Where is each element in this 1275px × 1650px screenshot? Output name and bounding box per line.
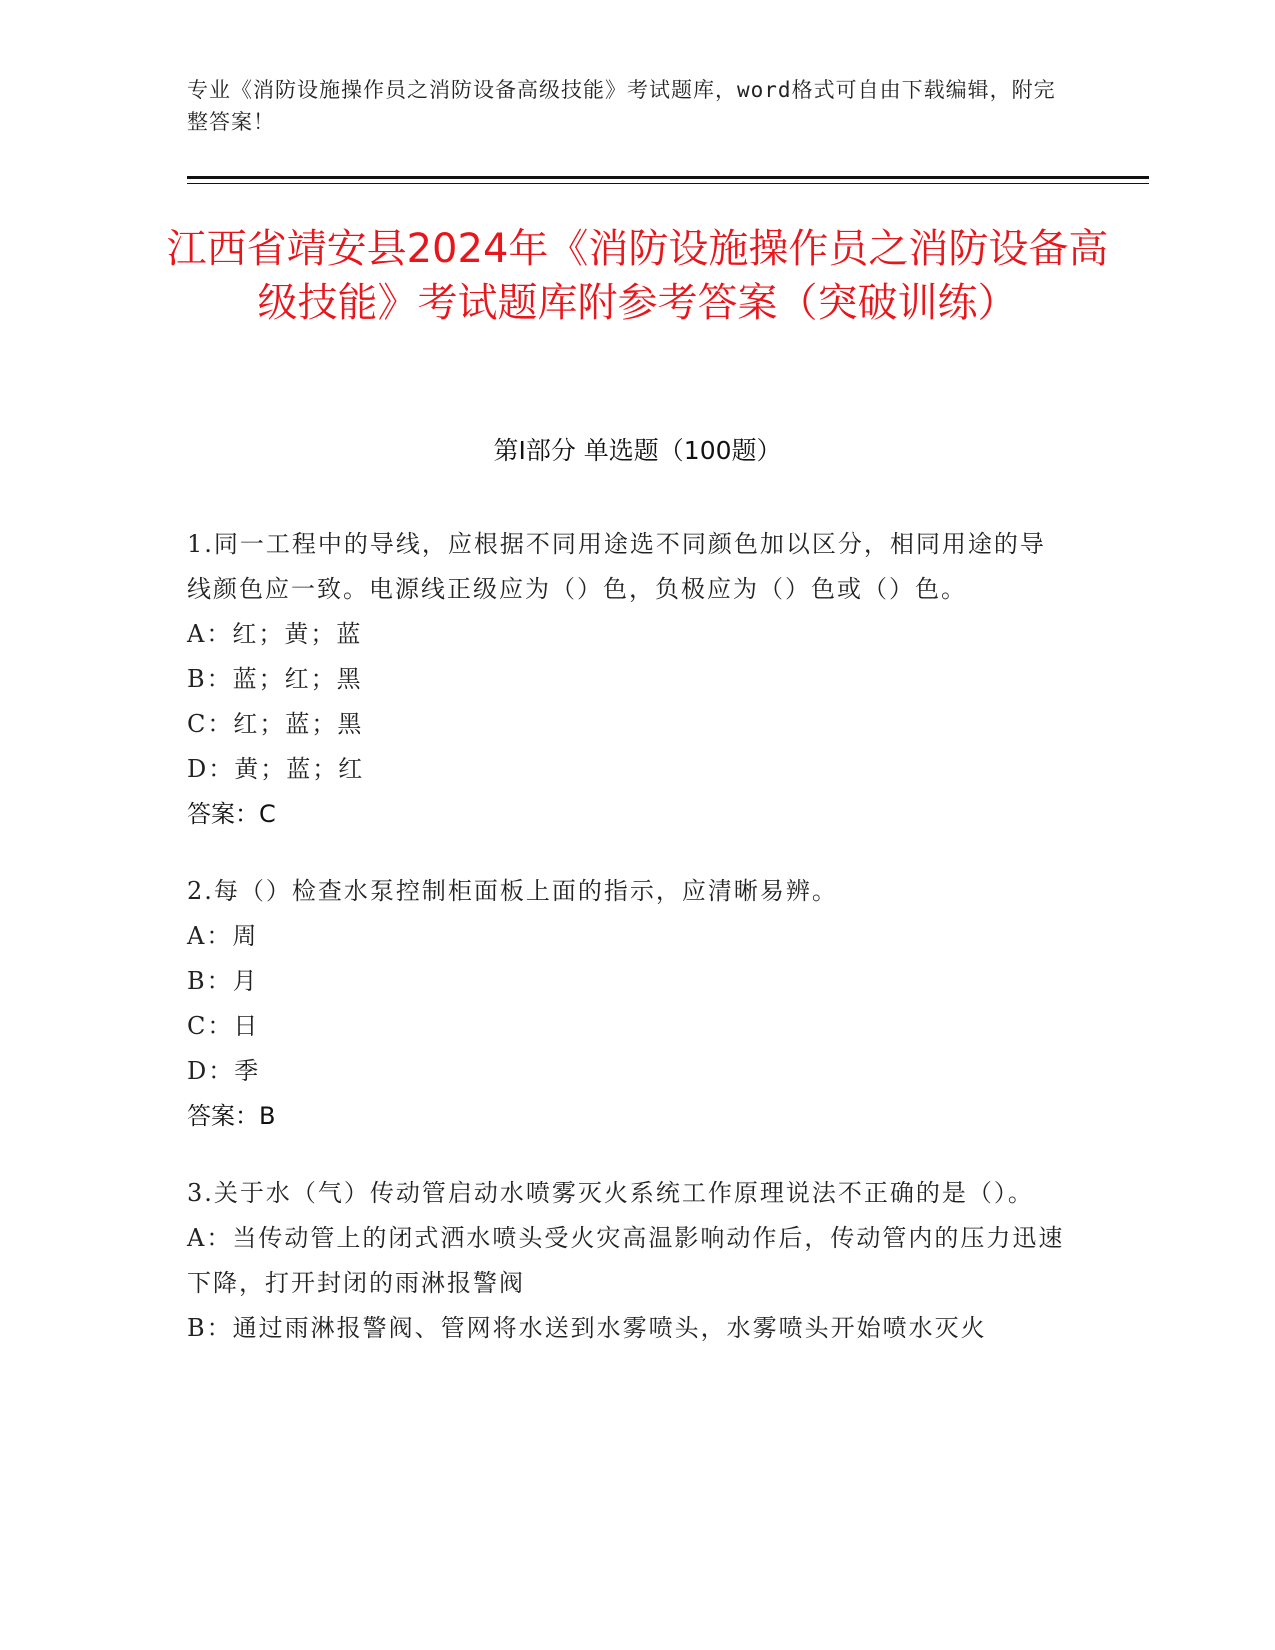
question-2 [187, 869, 1067, 1139]
question-stem: 1.同一工程中的导线，应根据不同用途选不同颜色加以区分，相同用途的导线颜色应一致。电源线正级应为（）色，负极应为（）色或（）色。 [187, 530, 1046, 603]
header-divider-thin [187, 183, 1149, 184]
option-b: B：通过雨淋报警阀、管网将水送到水雾喷头，水雾喷头开始喷水灭火 [187, 1314, 987, 1342]
section-heading: 第I部分 单选题（100题） [493, 436, 782, 465]
option-d: D：季 [187, 1057, 261, 1085]
document-title: 江西省靖安县2024年《消防设施操作员之消防设备高级技能》考试题库附参考答案（突破训练） [166, 226, 1109, 326]
answer: 答案：B [187, 1102, 276, 1130]
question-stem: 2.每（）检查水泵控制柜面板上面的指示，应清晰易辨。 [187, 877, 838, 905]
header-divider-thick [187, 176, 1149, 179]
option-d: D：黄；蓝；红 [187, 755, 365, 783]
option-c: C：红；蓝；黑 [187, 710, 364, 738]
option-a: A：红；黄；蓝 [187, 620, 363, 648]
option-b: B：月 [187, 967, 259, 995]
option-a: A：周 [187, 922, 259, 950]
option-b: B：蓝；红；黑 [187, 665, 363, 693]
question-stem: 3.关于水（气）传动管启动水喷雾灭火系统工作原理说法不正确的是（）。 [187, 1179, 1034, 1207]
option-c: C：日 [187, 1012, 260, 1040]
question-3 [187, 1171, 1067, 1351]
header-note: 专业《消防设施操作员之消防设备高级技能》考试题库，word格式可自由下载编辑，附完整答案！ [187, 78, 1056, 134]
option-a: A：当传动管上的闭式洒水喷头受火灾高温影响动作后，传动管内的压力迅速下降，打开封闭的雨淋报警阀 [187, 1224, 1065, 1297]
question-list [187, 522, 1067, 1383]
answer: 答案：C [187, 800, 276, 828]
question-1 [187, 522, 1067, 837]
